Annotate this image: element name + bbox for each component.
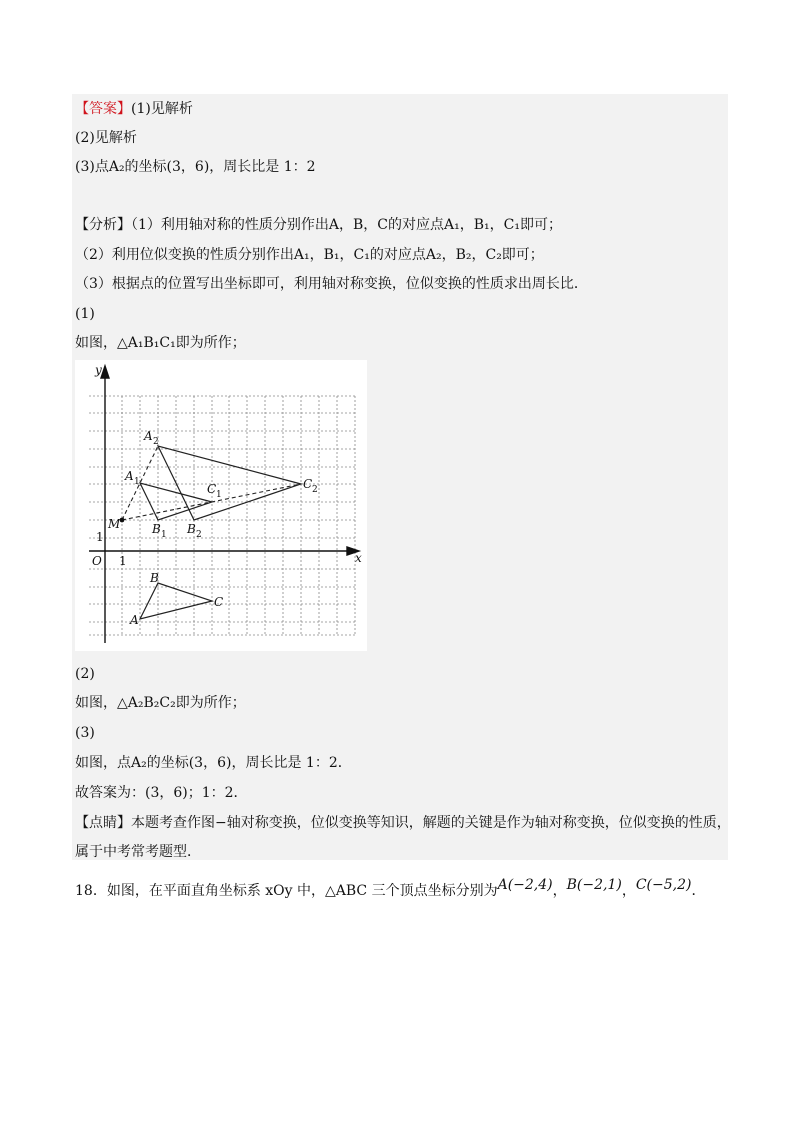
label-b1: B [152, 522, 161, 536]
coordinate-plane-svg [75, 360, 367, 651]
label-x: x [355, 551, 362, 565]
label-one-y: 1 [96, 530, 104, 544]
label-a: A [130, 613, 139, 627]
answer-line-1 [75, 100, 193, 118]
label-b2-sub: 2 [196, 530, 202, 540]
label-one-x: 1 [119, 554, 127, 568]
figure-labels [92, 363, 362, 627]
answer-tag: 【答案】 [75, 101, 131, 117]
point-a-coord: A(−2,4) [497, 877, 553, 893]
analysis-line-2: （2）利用位似变换的性质分别作出A₁，B₁，C₁的对应点A₂，B₂，C₂即可； [75, 247, 544, 263]
label-c: C [214, 595, 224, 609]
label-b2: B [187, 522, 196, 536]
label-c1-sub: 1 [216, 490, 222, 500]
label-c1: C [207, 482, 217, 496]
label-y: y [95, 363, 102, 377]
label-c2-sub: 2 [312, 485, 318, 495]
part3-text: 如图，点A₂的坐标(3，6)，周长比是 1：2． [75, 755, 352, 771]
analysis-tag: 【分析】 [75, 217, 131, 233]
label-a1: A [125, 469, 134, 483]
comment-text-1: 本题考查作图−轴对称变换，位似变换等知识，解题的关键是作为轴对称变换，位似变换的性质， [131, 815, 731, 831]
answer-item-1: (1)见解析 [131, 101, 193, 117]
y-axis-arrow [101, 366, 109, 378]
label-c2: C [303, 477, 313, 491]
label-a2-sub: 2 [153, 437, 159, 447]
analysis-line-3: （3）根据点的位置写出坐标即可，利用轴对称变换，位似变换的性质求出周长比． [75, 276, 588, 292]
part2-label: (2) [75, 666, 95, 682]
separator-1: ， [552, 883, 567, 899]
comment-tag: 【点睛】 [75, 815, 131, 831]
center-point-m [120, 518, 125, 523]
analysis-text-1: （1）利用轴对称的性质分别作出A，B，C的对应点A₁，B₁，C₁即可； [131, 217, 562, 233]
label-origin: O [92, 554, 102, 568]
part3-label: (3) [75, 725, 95, 741]
label-b: B [150, 571, 159, 585]
separator-2: ， [621, 883, 636, 899]
comment-line-2: 属于中考常考题型． [75, 844, 201, 860]
label-a1-sub: 1 [134, 477, 140, 487]
part1-text: 如图，△A₁B₁C₁即为所作； [75, 335, 246, 351]
label-b1-sub: 1 [161, 530, 167, 540]
point-b-coord: B(−2,1) [566, 877, 622, 893]
label-m: M [108, 517, 121, 531]
question-18-end: ． [691, 883, 706, 899]
answer-item-2: (2)见解析 [75, 130, 137, 146]
coordinate-figure [75, 360, 367, 651]
question-18 [75, 877, 706, 900]
part2-text: 如图，△A₂B₂C₂即为所作； [75, 695, 246, 711]
answer-item-3: (3)点A₂的坐标(3，6)，周长比是 1：2 [75, 159, 316, 175]
part1-label: (1) [75, 306, 95, 322]
question-18-text: 18．如图，在平面直角坐标系 xOy 中，△ABC 三个顶点坐标分别为 [75, 883, 498, 899]
final-answer: 故答案为：(3，6)；1：2． [75, 785, 248, 801]
comment-line-1 [75, 814, 731, 832]
label-a2: A [144, 429, 153, 443]
point-c-coord: C(−5,2) [635, 877, 692, 893]
analysis-line-1 [75, 216, 562, 234]
